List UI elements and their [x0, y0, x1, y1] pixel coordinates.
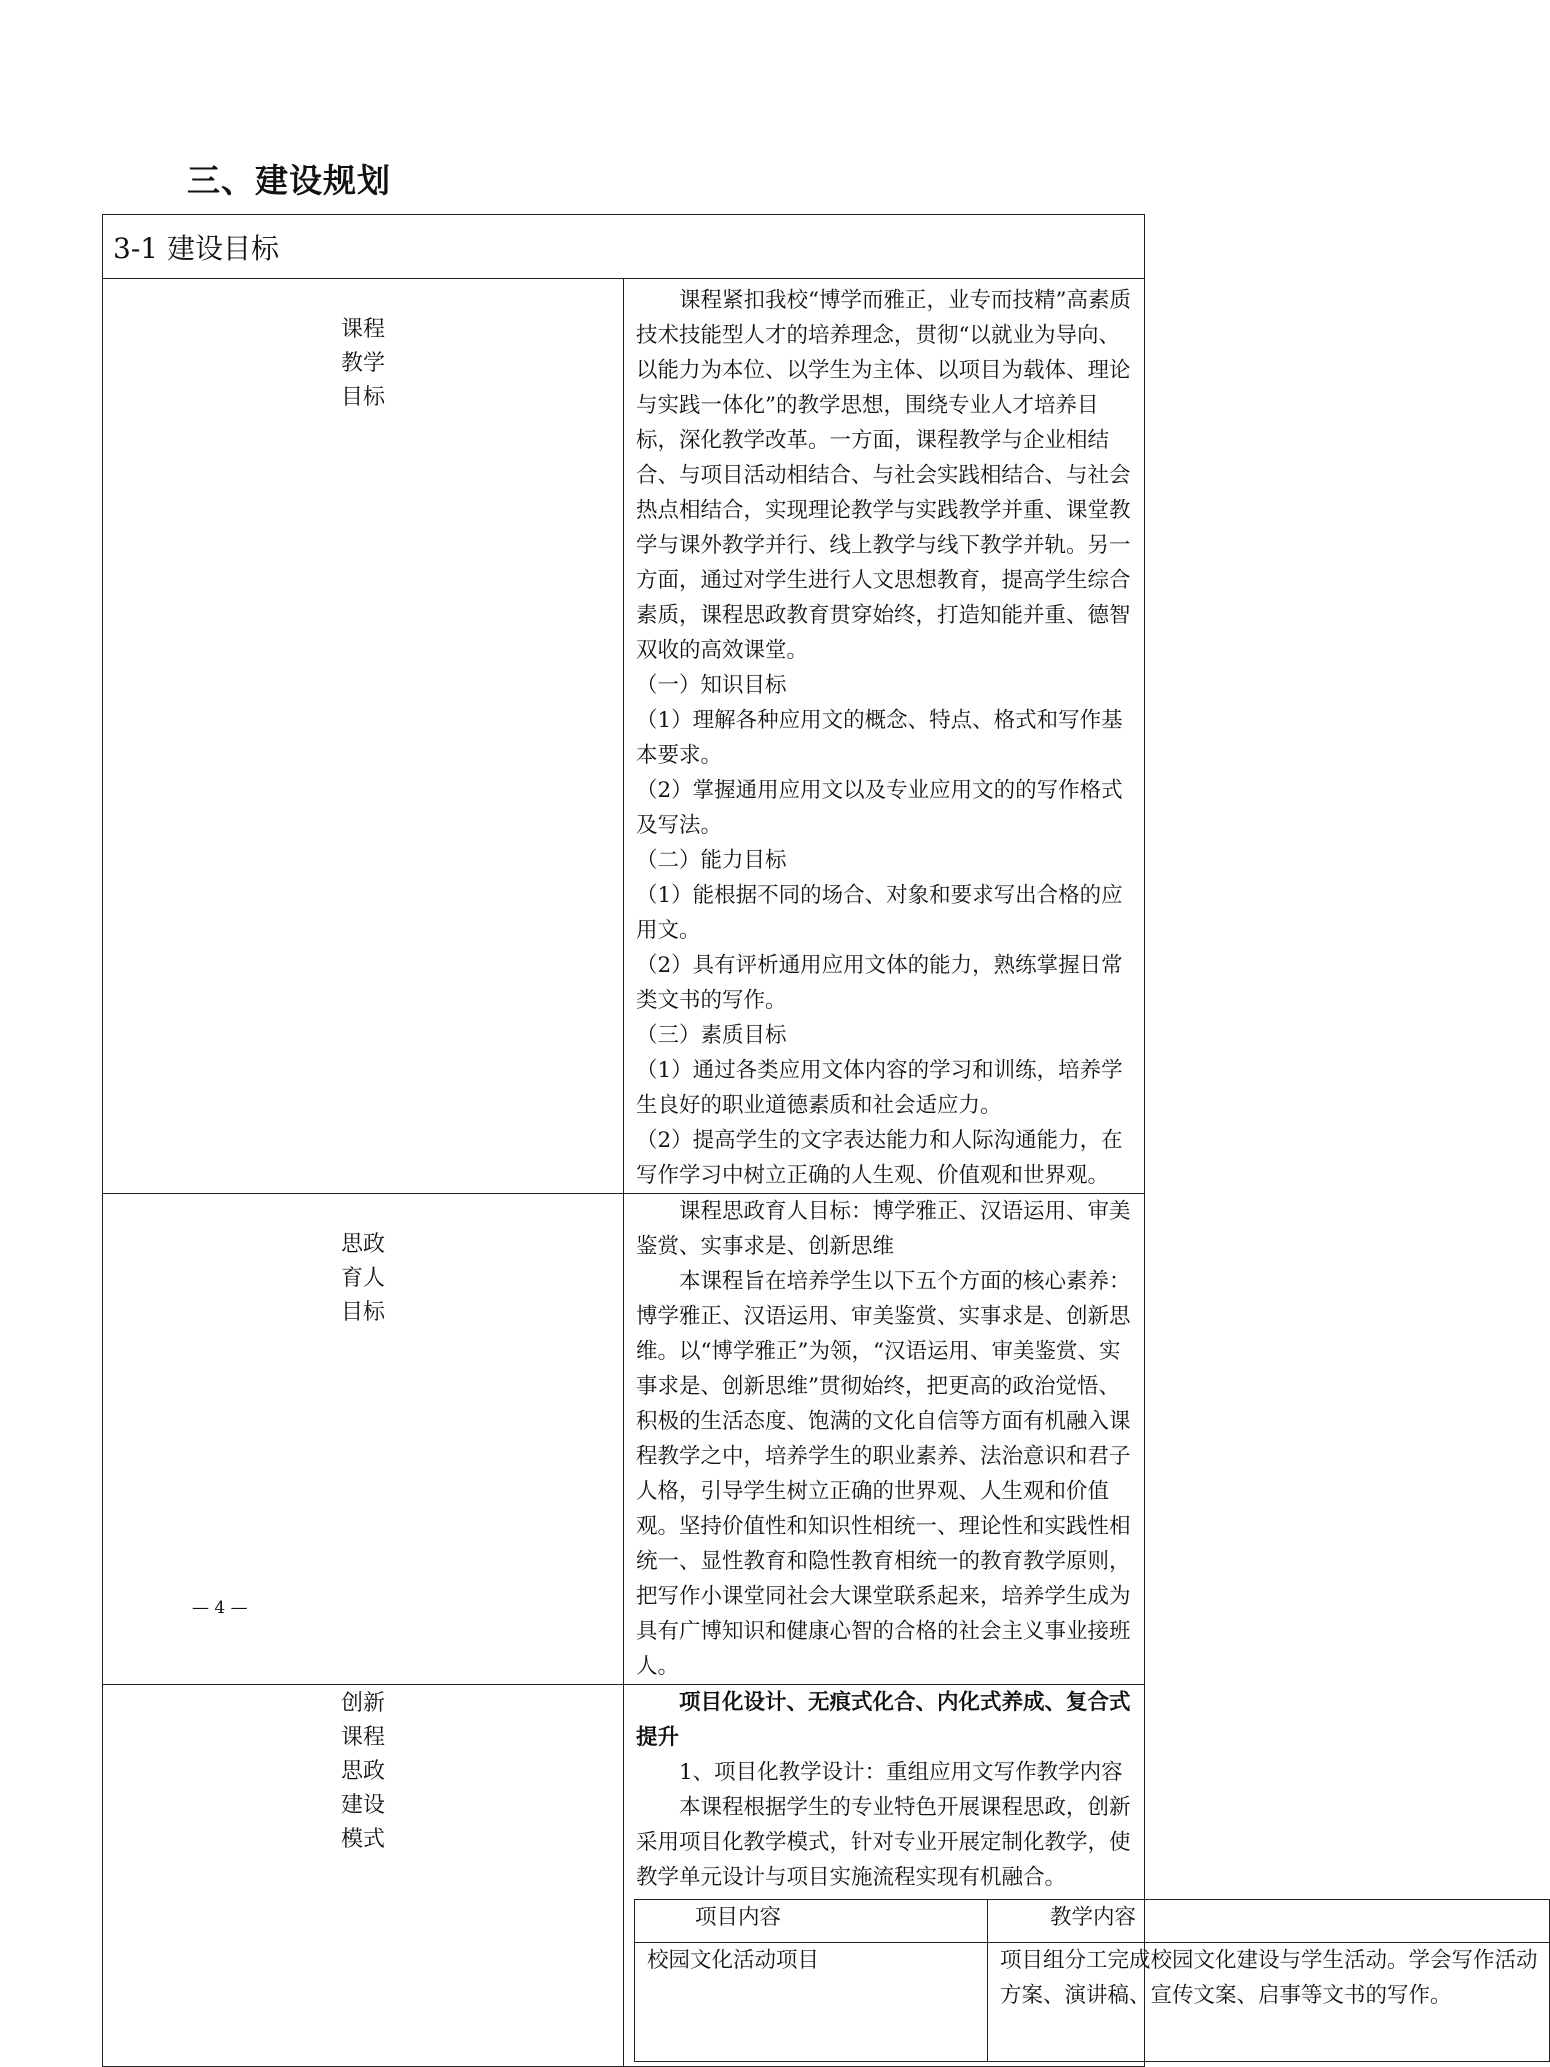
innovation-bold-line: 项目化设计、无痕式化合、内化式养成、复合式提升 [636, 1690, 1131, 1750]
label-line: 思政 [340, 1759, 385, 1784]
column-header: 教学内容 [988, 1900, 1550, 1943]
goal-item: （2）提高学生的文字表达能力和人际沟通能力，在写作学习中树立正确的人生观、价值观和世界观。 [636, 1128, 1123, 1188]
goal-item: （2）具有评析通用应用文体的能力，熟练掌握日常类文书的写作。 [636, 953, 1123, 1013]
page-number: — 4 — [192, 1598, 248, 1618]
project-table-header [635, 1900, 1550, 1943]
teaching-goal-label [103, 279, 624, 1194]
innovation-mode-content [624, 1685, 1538, 2067]
section-title-row [103, 215, 1145, 279]
innovation-mode-label [103, 1685, 624, 2067]
teaching-goal-intro: 课程紧扣我校“博学而雅正，业专而技精”高素质技术技能型人才的培养理念，贯彻“以就业为导向、以能力为本位、以学生为主体、以项目为载体、理论与实践一体化”的教学思想，围绕专业人才培养目标，深化教学改革。一方面，课程教学与企业相结合、与项目活动相结合、与社会实践相结合、与社会热点相结合，实现理论教学与实践教学并重、课堂教学与课外教学并行、线上教学与线下教学并轨。另一方面，通过对学生进行人文思想教育，提高学生综合素质，课程思政教育贯穿始终，打造知能并重、德智双收的高效课堂。 [636, 288, 1131, 663]
goal-item: （2）掌握通用应用文以及专业应用文的的写作格式及写法。 [636, 778, 1123, 838]
label-line: 创新 [340, 1691, 385, 1716]
label-line: 教学 [340, 351, 385, 376]
label-line: 课程 [340, 317, 385, 342]
ideology-goal-label [103, 1194, 624, 1685]
ideology-goal-paragraph: 本课程旨在培养学生以下五个方面的核心素养：博学雅正、汉语运用、审美鉴赏、实事求是、创新思维。以“博学雅正”为领，“汉语运用、审美鉴赏、实事求是、创新思维”贯彻始终，把更高的政治觉悟、积极的生活态度、饱满的文化自信等方面有机融入课程教学之中，培养学生的职业素养、法治意识和君子人格，引导学生树立正确的世界观、人生观和价值观。坚持价值性和知识性相统一、理论性和实践性相统一、显性教育和隐性教育相统一的教育教学原则，把写作小课堂同社会大课堂联系起来，培养学生成为具有广博知识和健康心智的合格的社会主义事业接班人。 [636, 1269, 1131, 1679]
label-line: 建设 [340, 1793, 385, 1818]
section-title: 3-1 建设目标 [103, 215, 1145, 279]
label-line: 思政 [340, 1232, 385, 1257]
goal-item: （1）理解各种应用文的概念、特点、格式和写作基本要求。 [636, 708, 1123, 768]
column-header: 项目内容 [635, 1900, 988, 1943]
goal-item: （1）能根据不同的场合、对象和要求写出合格的应用文。 [636, 883, 1123, 943]
innovation-mode-row [103, 1685, 1145, 2067]
table-row [635, 1943, 1550, 2062]
innovation-paragraph: 本课程根据学生的专业特色开展课程思政，创新采用项目化教学模式，针对专业开展定制化教学，使教学单元设计与项目实施流程实现有机融合。 [636, 1795, 1131, 1890]
teaching-goal-content [624, 279, 1145, 1194]
label-line: 模式 [340, 1827, 385, 1852]
goal-item: （一）知识目标 [636, 673, 787, 698]
page-heading: 三、建设规划 [187, 161, 391, 200]
table-cell: 项目组分工完成校园文化建设与学生活动。学会写作活动方案、演讲稿、宣传文案、启事等文书的写作。 [988, 1943, 1550, 2062]
label-line: 育人 [340, 1266, 385, 1291]
planning-table [102, 214, 1538, 2067]
innovation-line: 1、项目化教学设计：重组应用文写作教学内容 [679, 1760, 1123, 1785]
goal-item: （1）通过各类应用文体内容的学习和训练，培养学生良好的职业道德素质和社会适应力。 [636, 1058, 1123, 1118]
goal-item: （二）能力目标 [636, 848, 787, 873]
table-cell: 校园文化活动项目 [635, 1943, 988, 2062]
ideology-goal-row [103, 1194, 1145, 1685]
label-line: 课程 [340, 1725, 385, 1750]
ideology-goal-content [624, 1194, 1145, 1685]
ideology-goal-line: 课程思政育人目标：博学雅正、汉语运用、审美鉴赏、实事求是、创新思维 [636, 1199, 1131, 1259]
label-line: 目标 [340, 385, 385, 410]
label-line: 目标 [340, 1300, 385, 1325]
goal-item: （三）素质目标 [636, 1023, 787, 1048]
project-table [634, 1899, 1550, 2062]
teaching-goal-row [103, 279, 1145, 1194]
